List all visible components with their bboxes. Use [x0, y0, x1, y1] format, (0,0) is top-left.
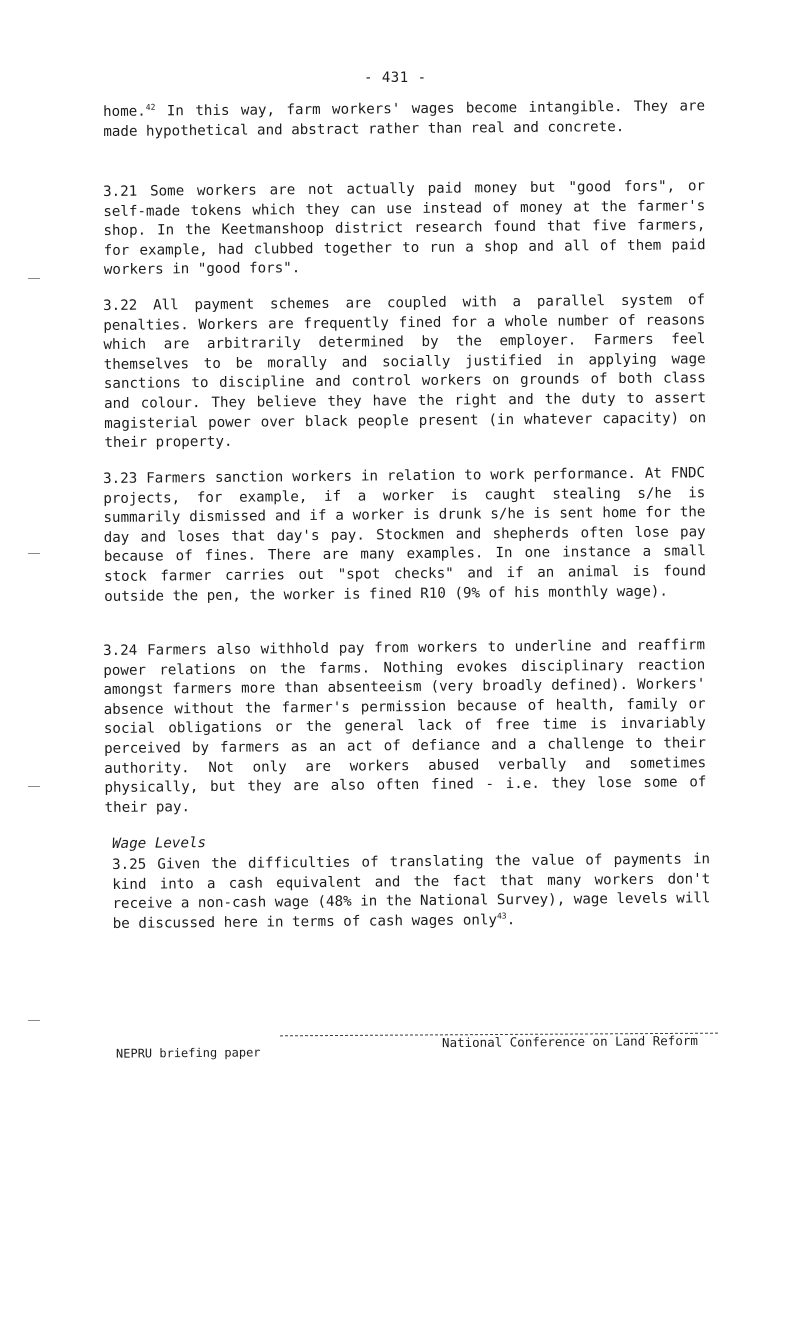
- footer-right: National Conference on Land Reform: [441, 1032, 698, 1051]
- paragraph-intro: [103, 97, 705, 142]
- paragraph-text: 3.22 All payment schemes are coupled with a parallel system of penalties. Workers are frequently fined for a whole number of reasons which are arbitrarily determined by the employer. Farmers feel themselves to be morally and socially justified in applying wage sanctions to discipline and control workers on grounds of both class and colour. They believe they have the right and the duty to assert magisterial power over black people present (in whatever capacity) on their property.: [103, 292, 707, 452]
- paragraph-text: home.: [103, 103, 146, 120]
- paragraph-text: 3.21 Some workers are not actually paid money but "good fors", or self-made tokens which they can use instead of money at the farmer's shop. In the Keetmanshoop district research found that five farmers, for example, had clubbed together to run a shop and all of them paid workers in "good fors".: [103, 178, 706, 279]
- margin-mark: [28, 553, 40, 554]
- page-number: - 431 -: [364, 70, 427, 86]
- section-heading: Wage Levels: [112, 835, 207, 852]
- footnote-ref: 42: [145, 102, 156, 112]
- footnote-ref: 43: [496, 911, 507, 921]
- footer-left: NEPRU briefing paper: [115, 1045, 261, 1061]
- paragraph-3-22: [103, 291, 706, 454]
- paragraph-3-21: [103, 177, 706, 281]
- paragraph-3-25: [112, 850, 711, 934]
- margin-mark: [28, 786, 40, 787]
- margin-mark: [28, 1020, 40, 1021]
- paragraph-3-24: [103, 636, 707, 818]
- paragraph-text: .: [506, 911, 516, 928]
- paragraph-3-23: [103, 464, 706, 607]
- paragraph-text: 3.24 Farmers also withhold pay from workers to underline and reaffirm power relations on the farms. Nothing evokes disciplinary reaction amongst farmers more than absenteeism (very broadly defined). Workers' absence without the farmer's permission because of health, family or social obligations or the general lack of free time is invariably perceived by farmers as an act of defiance and a challenge to their authority. Not only are workers abused verbally and sometimes physically, but they are also often fined - i.e. they lose some of their pay.: [103, 637, 707, 816]
- paragraph-text: 3.25 Given the difficulties of translating the value of payments in kind into a cash equivalent and the fact that many workers don't receive a non-cash wage (48% in the National Survey), wage levels will be discussed here in terms of cash wages only: [112, 851, 711, 932]
- paragraph-text: 3.23 Farmers sanction workers in relation to work performance. At FNDC projects, for example, if a worker is caught stealing s/he is summarily dismissed and if a worker is drunk s/he is sent home for the day and loses that day's pay. Stockmen and shepherds often lose pay because of fines. There are many examples. In one instance a small stock farmer carries out "spot checks" and if an animal is found outside the pen, the worker is fined R10 (9% of his monthly wage).: [103, 465, 707, 605]
- margin-mark: [28, 278, 40, 279]
- paragraph-text: In this way, farm workers' wages become intangible. They are made hypothetical and abstract rather than real and concrete.: [103, 98, 706, 140]
